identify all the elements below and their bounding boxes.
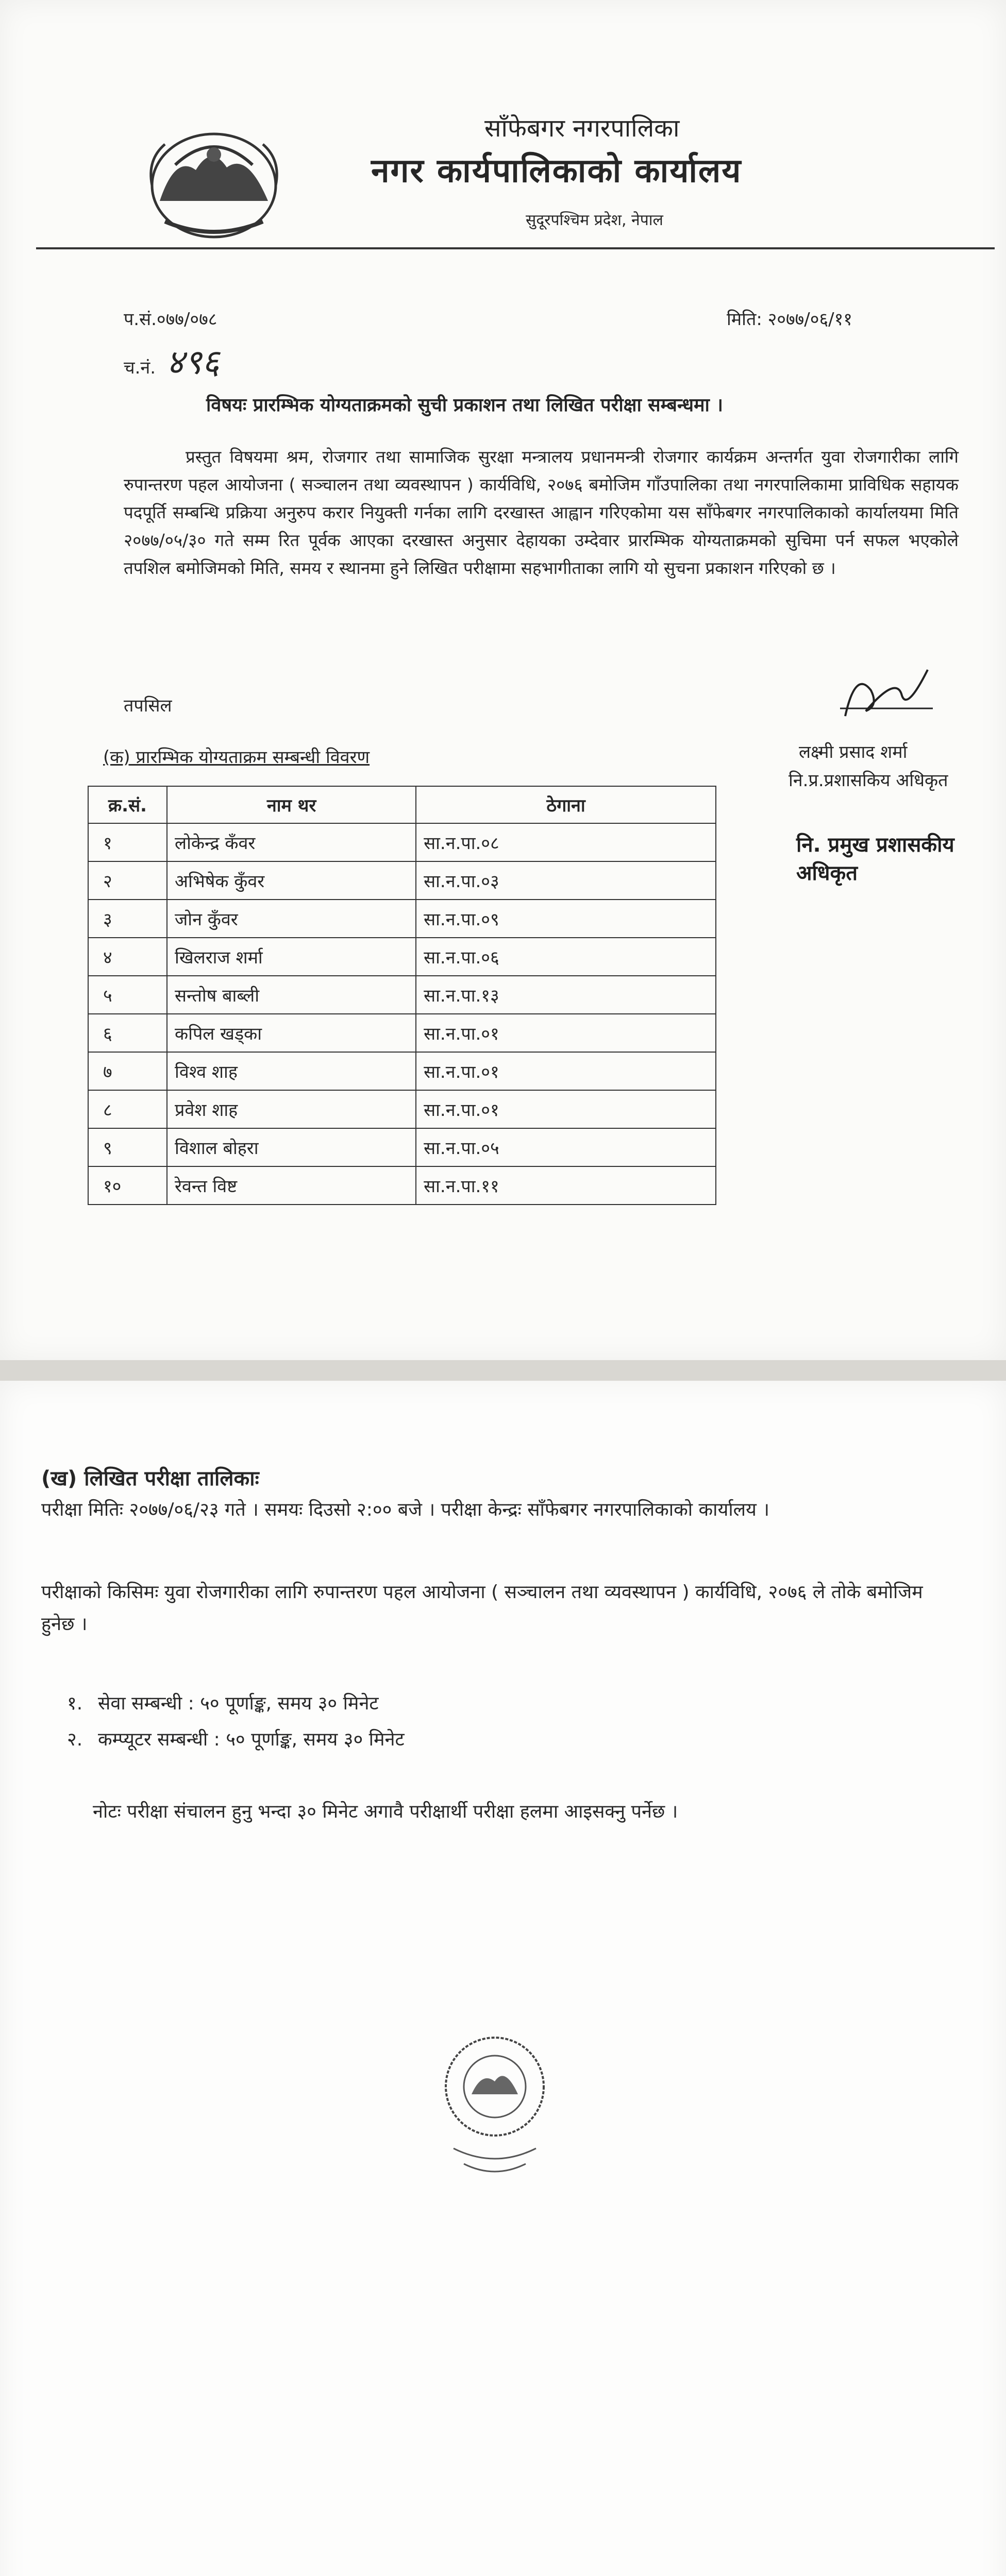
row-serial: ४	[88, 938, 167, 976]
table-row	[88, 938, 716, 976]
row-address: सा.न.पा.११	[416, 1166, 716, 1205]
dispatch-number	[124, 337, 220, 384]
paper-item	[67, 1690, 379, 1715]
subject-line: विषयः प्रारम्भिक योग्यताक्रमको सुची प्रकाशन तथा लिखित परीक्षा सम्बन्धमा ।	[206, 395, 724, 416]
dispatch-label: च.नं.	[124, 358, 156, 378]
row-name: लोकेन्द्र कँवर	[167, 823, 416, 861]
body-text: प्रस्तुत विषयमा श्रम, रोजगार तथा सामाजिक सुरक्षा मन्त्रालय प्रधानमन्त्री रोजगार कार्यक्रम अन्तर्गत युवा रोजगारीका लागि रुपान्तरण पहल आयोजना ( सञ्चालन तथा व्यवस्थापन ) कार्यविधि, २०७६ बमोजिम गाँउपालिका तथा नगरपालिकामा प्राविधिक सहायक पदपूर्ति सम्बन्धि प्रक्रिया अनुरुप करार नियुक्ती गर्नका लागि दरखास्त आह्वान गरिएकोमा यस साँफेबगर नगरपालिकाको कार्यालयमा मिति २०७७/०५/३० गते सम्म रित पूर्वक आएका दरखास्त अनुसार देहायका उम्देवार प्रारम्भिक योग्यताक्रमको सुचिमा पर्न सफल भएकोले तपशिल बमोजिमको मिति, समय र स्थानमा हुने लिखित परीक्षामा सहभागीताका लागि यो सुचना प्रकाशन गरिएको छ ।	[124, 447, 959, 578]
letter-date: मिति: २०७७/०६/११	[727, 309, 852, 330]
row-address: सा.न.पा.०१	[416, 1090, 716, 1128]
row-name: सन्तोष बाब्ली	[167, 976, 416, 1014]
table-row	[88, 1128, 716, 1166]
office-seal-icon	[423, 2030, 567, 2184]
row-name: जोन कुँवर	[167, 900, 416, 938]
table-row	[88, 1052, 716, 1090]
row-serial: १	[88, 823, 167, 861]
paper-text: कम्प्यूटर सम्बन्धी : ५० पूर्णाङ्क, समय ३० मिनेट	[98, 1729, 405, 1750]
row-address: सा.न.पा.०१	[416, 1052, 716, 1090]
reference-number: प.सं.०७७/०७८	[124, 309, 217, 330]
row-name: कपिल खड्का	[167, 1014, 416, 1052]
notice-page-two	[0, 1381, 1006, 2576]
row-address: सा.न.पा.१३	[416, 976, 716, 1014]
header-address: ठेगाना	[416, 786, 716, 823]
paper-number: १.	[67, 1693, 83, 1714]
paper-item	[67, 1726, 405, 1751]
header-serial: क्र.सं.	[88, 786, 167, 823]
table-row	[88, 976, 716, 1014]
exam-note: नोटः परीक्षा संचालन हुनु भन्दा ३० मिनेट अगावै परीक्षार्थी परीक्षा हलमा आइसक्नु पर्नेछ ।	[93, 1801, 678, 1822]
candidate-table	[88, 786, 716, 1205]
row-address: सा.न.पा.०८	[416, 823, 716, 861]
row-name: खिलराज शर्मा	[167, 938, 416, 976]
table-row	[88, 1090, 716, 1128]
paper-text: सेवा सम्बन्धी : ५० पूर्णाङ्क, समय ३० मिनेट	[98, 1693, 379, 1714]
body-paragraph	[124, 443, 959, 582]
row-name: विश्व शाह	[167, 1052, 416, 1090]
office-name: साँफेबगर नगरपालिका	[484, 114, 680, 143]
table-row	[88, 1014, 716, 1052]
row-name: अभिषेक कुँवर	[167, 861, 416, 900]
row-address: सा.न.पा.०५	[416, 1128, 716, 1166]
row-name: विशाल बोहरा	[167, 1128, 416, 1166]
row-address: सा.न.पा.०९	[416, 900, 716, 938]
signatory-role: नि.प्र.प्रशासकिय अधिकृत	[789, 770, 948, 791]
table-row	[88, 900, 716, 938]
table-row	[88, 823, 716, 861]
header-rule	[36, 247, 995, 249]
row-serial: ६	[88, 1014, 167, 1052]
exam-type: परीक्षाको किसिमः युवा रोजगारीका लागि रुपान्तरण पहल आयोजना ( सञ्चालन तथा व्यवस्थापन ) कार्यविधि, २०७६ ले तोके बमोजिम हुनेछ ।	[41, 1582, 923, 1635]
signature-icon	[835, 659, 938, 726]
row-serial: ९	[88, 1128, 167, 1166]
row-address: सा.न.पा.०६	[416, 938, 716, 976]
row-serial: १०	[88, 1166, 167, 1205]
row-name: प्रवेश शाह	[167, 1090, 416, 1128]
office-title: नगर कार्यपालिकाको कार्यालय	[371, 152, 742, 190]
row-serial: ५	[88, 976, 167, 1014]
header-name: नाम थर	[167, 786, 416, 823]
office-address: सुदूरपश्चिम प्रदेश, नेपाल	[526, 211, 663, 229]
exam-info: परीक्षा मितिः २०७७/०६/२३ गते । समयः दिउसो २:०० बजे । परीक्षा केन्द्रः साँफेबगर नगरपालिकाको कार्यालय ।	[41, 1499, 770, 1520]
officer-stamp: नि. प्रमुख प्रशासकीय अधिकृत	[796, 833, 954, 885]
nepal-emblem-icon	[144, 124, 283, 242]
table-row	[88, 861, 716, 900]
row-serial: ३	[88, 900, 167, 938]
row-serial: ८	[88, 1090, 167, 1128]
paper-number: २.	[67, 1729, 83, 1750]
table-row	[88, 1166, 716, 1205]
row-address: सा.न.पा.०१	[416, 1014, 716, 1052]
section-b-title: (ख) लिखित परीक्षा तालिकाः	[41, 1467, 259, 1490]
dispatch-value: ४९६	[166, 342, 220, 382]
row-serial: ७	[88, 1052, 167, 1090]
row-serial: २	[88, 861, 167, 900]
row-address: सा.न.पा.०३	[416, 861, 716, 900]
page-gap	[0, 1360, 1006, 1381]
signatory-name: लक्ष्मी प्रसाद शर्मा	[799, 742, 908, 762]
row-name: रेवन्त विष्ट	[167, 1166, 416, 1205]
table-header-row	[88, 786, 716, 823]
section-a-title: (क) प्रारम्भिक योग्यताक्रम सम्बन्धी विवरण	[103, 747, 370, 768]
tapsil-label: तपसिल	[124, 696, 172, 716]
